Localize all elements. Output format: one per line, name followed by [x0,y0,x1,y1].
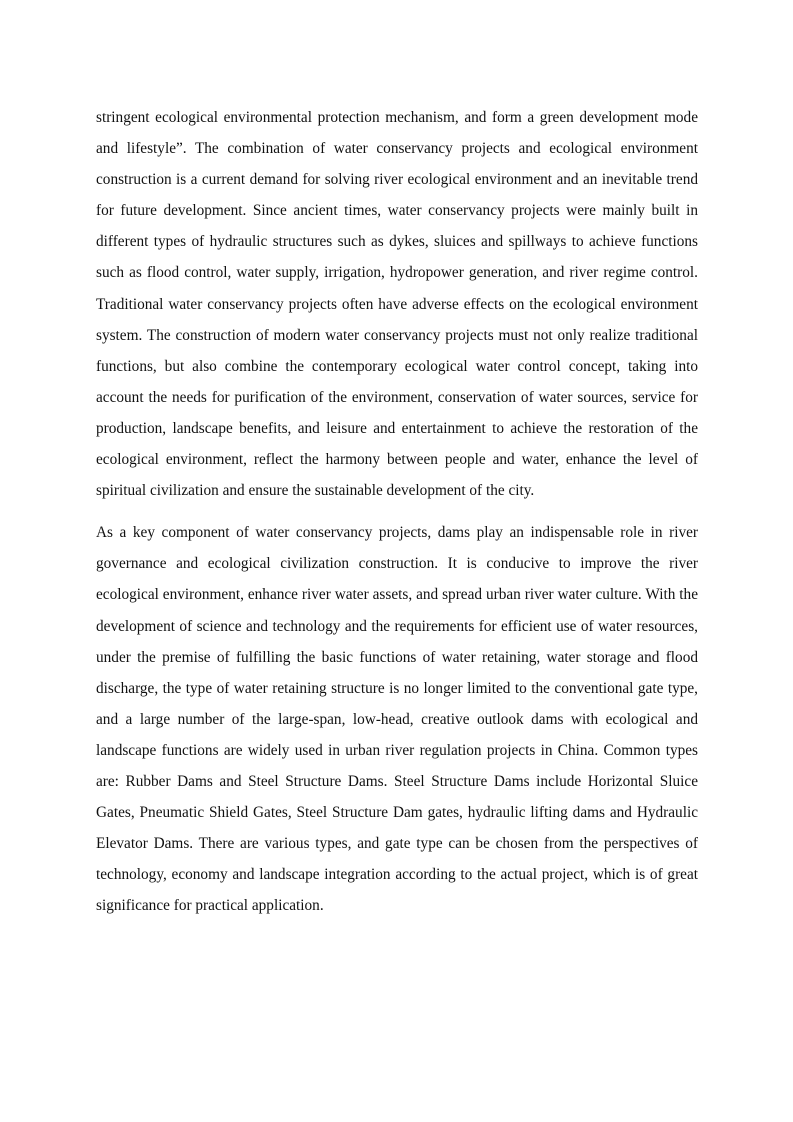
paragraph-dams: As a key component of water conservancy projects, dams play an indispensable role in river governance and ecological civilization construction. It is conducive to improve the river ecological environment, enhance river water assets, and spread urban river water culture. With the development of science and technology and the requirements for efficient use of water resources, under the premise of fulfilling the basic functions of water retaining, water storage and flood discharge, the type of water retaining structure is no longer limited to the conventional gate type, and a large number of the large-span, low-head, creative outlook dams with ecological and landscape functions are widely used in urban river regulation projects in China. Common types are: Rubber Dams and Steel Structure Dams. Steel Structure Dams include Horizontal Sluice Gates, Pneumatic Shield Gates, Steel Structure Dam gates, hydraulic lifting dams and Hydraulic Elevator Dams. There are various types, and gate type can be chosen from the perspectives of technology, economy and landscape integration according to the actual project, which is of great significance for practical application. [96,524,698,915]
paragraph-continuation: stringent ecological environmental protection mechanism, and form a green development mode and lifestyle”. The combination of water conservancy projects and ecological environment construction is a current demand for solving river ecological environment and an inevitable trend for future development. Since ancient times, water conservancy projects were mainly built in different types of hydraulic structures such as dykes, sluices and spillways to achieve functions such as flood control, water supply, irrigation, hydropower generation, and river regime control. Traditional water conservancy projects often have adverse effects on the ecological environment system. The construction of modern water conservancy projects must not only realize traditional functions, but also combine the contemporary ecological water control concept, taking into account the needs for purification of the environment, conservation of water sources, service for production, landscape benefits, and leisure and entertainment to achieve the restoration of the ecological environment, reflect the harmony between people and water, enhance the level of spiritual civilization and ensure the sustainable development of the city. [96,109,698,500]
document-body [96,102,698,921]
